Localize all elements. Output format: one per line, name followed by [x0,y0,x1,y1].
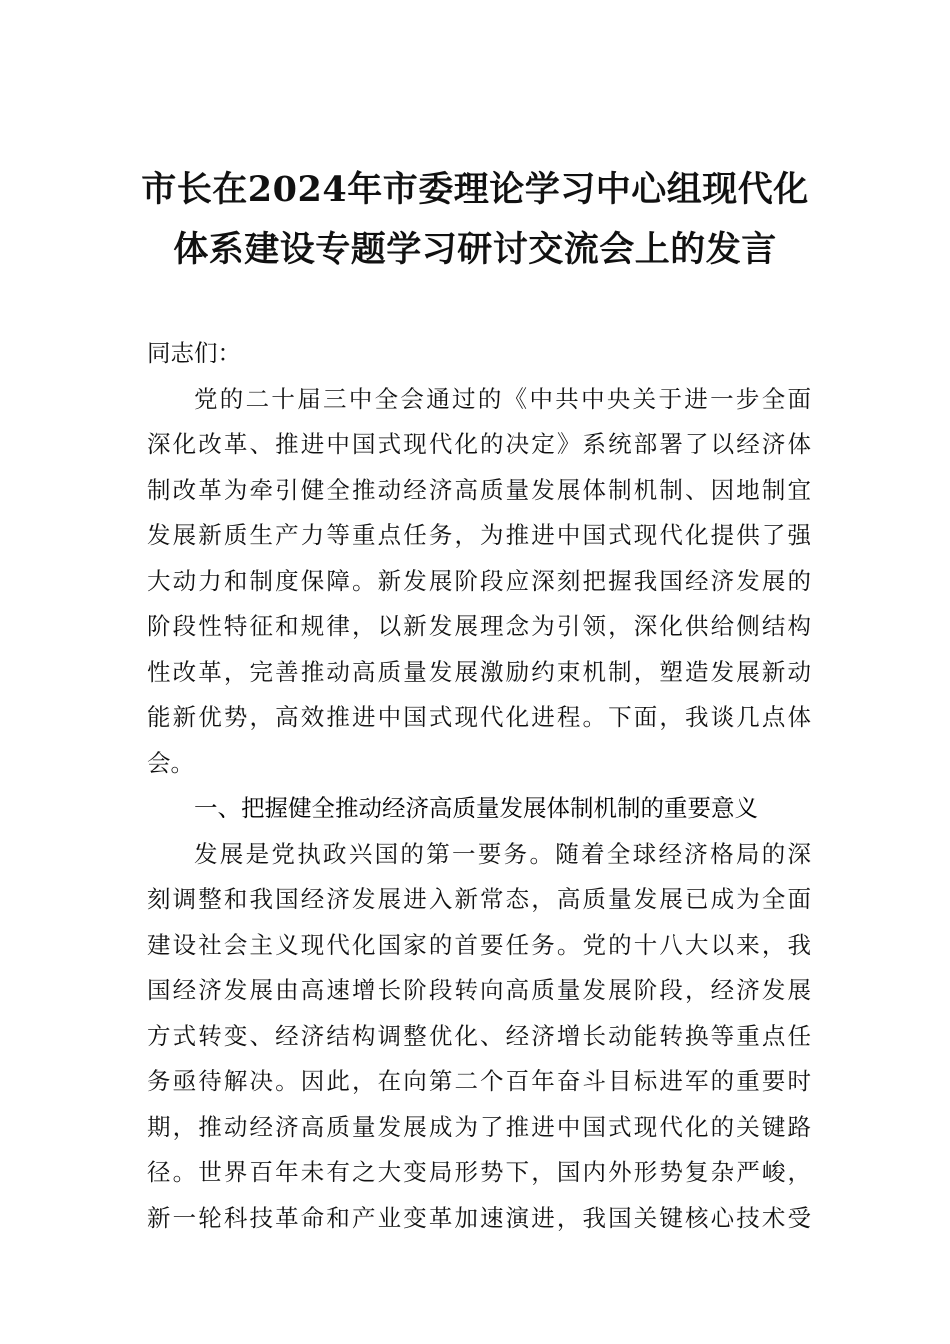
paragraph-1-line-7: 性改革，完善推动高质量发展激励约束机制，塑造发展新动 [147,657,811,686]
title-line-2: 体系建设专题学习研讨交流会上的发言 [173,229,777,270]
paragraph-1-line-4: 发展新质生产力等重点任务，为推进中国式现代化提供了强 [147,521,811,549]
paragraph-1-line-3: 制改革为牵引健全推动经济高质量发展体制机制、因地制宜 [147,475,811,504]
paragraph-2-line-3: 建设社会主义现代化国家的首要任务。党的十八大以来，我 [147,930,811,959]
paragraph-2-line-8: 径。世界百年未有之大变局形势下，国内外形势复杂严峻， [147,1158,811,1186]
paragraph-2 [147,832,811,1242]
paragraph-2-line-2: 刻调整和我国经济发展进入新常态，高质量发展已成为全面 [147,885,811,913]
paragraph-1-line-2: 深化改革、推进中国式现代化的决定》系统部署了以经济体 [147,430,811,458]
document-title [120,160,830,280]
paragraph-1 [147,377,811,787]
paragraph-2-line-5: 方式转变、经济结构调整优化、经济增长动能转换等重点任 [147,1021,811,1050]
paragraph-1-line-6: 阶段性特征和规律，以新发展理念为引领，深化供给侧结构 [147,612,811,640]
section-heading-1: 一、把握健全推动经济高质量发展体制机制的重要意义 [194,794,758,822]
paragraph-1-line-8: 能新优势，高效推进中国式现代化进程。下面，我谈几点体 [147,703,811,731]
paragraph-1-line-5: 大动力和制度保障。新发展阶段应深刻把握我国经济发展的 [147,566,811,595]
paragraph-1-line-1: 党的二十届三中全会通过的《中共中央关于进一步全面 [194,384,811,413]
document-body [147,331,811,1241]
title-line-1: 市长在2024年市委理论学习中心组现代化 [141,169,809,210]
paragraph-2-line-6: 务亟待解决。因此，在向第二个百年奋斗目标进军的重要时 [147,1067,811,1095]
paragraph-1-line-9: 会。 [147,748,194,777]
salutation: 同志们： [147,339,241,367]
paragraph-2-line-4: 国经济发展由高速增长阶段转向高质量发展阶段，经济发展 [147,976,811,1004]
paragraph-2-line-9: 新一轮科技革命和产业变革加速演进，我国关键核心技术受 [147,1203,811,1232]
paragraph-2-line-1: 发展是党执政兴国的第一要务。随着全球经济格局的深 [194,839,811,868]
paragraph-2-line-7: 期，推动经济高质量发展成为了推进中国式现代化的关键路 [147,1112,811,1141]
